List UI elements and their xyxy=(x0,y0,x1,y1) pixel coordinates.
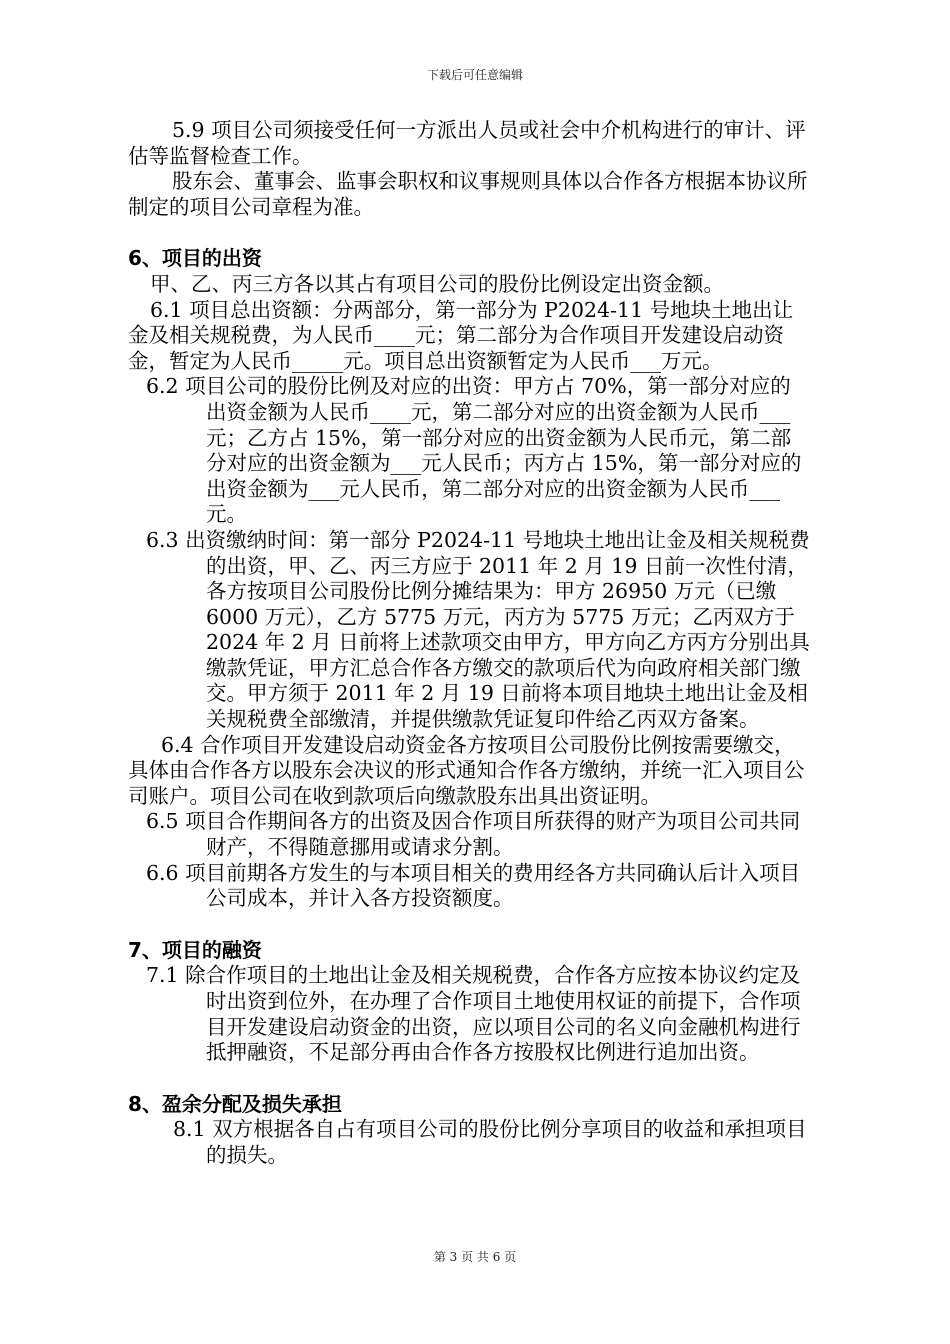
paragraph-6-6: 6.6 项目前期各方发生的与本项目相关的费用经各方共同确认后计入项目公司成本，并计入各方投资额度。 xyxy=(146,860,801,911)
paragraph-6-5: 6.5 项目合作期间各方的出资及因合作项目所获得的财产为项目公司共同财产，不得随意挪用或请求分割。 xyxy=(146,809,801,860)
paragraph-7-1: 7.1 除合作项目的土地出让金及相关规税费，合作各方应按本协议约定及时出资到位外，在办理了合作项目土地使用权证的前提下，合作项目开发建设启动资金的出资，应以项目公司的名义向金融机构进行抵押融资，不足部分再由合作各方按股权比例进行追加出资。 xyxy=(146,963,801,1065)
paragraph-6-1: 6.1 项目总出资额：分两部分，第一部分为 P2024-11 号地块土地出让金及相关规税费，为人民币____元；第二部分为合作项目开发建设启动资金，暂定为人民币_____元。项目总出资额暂定为人民币___万元。 xyxy=(128,297,794,373)
paragraph-6-3: 6.3 出资缴纳时间：第一部分 P2024-11 号地块土地出让金及相关规税费的出资，甲、乙、丙三方应于 2011 年 2 月 19 日前一次性付清，各方按项目公司股份比例分摊结果为：甲方 26950 万元（已缴 6000 万元），乙方 5775 万元，丙方为 5775 万元；乙丙双方于 2024 年 2 月 日前将上述款项交由甲方，甲方向乙方丙方分别出具缴款凭证，甲方汇总合作各方缴交的款项后代为向政府相关部门缴交。甲方须于 2011 年 2 月 19 日前将本项目地块土地出让金及相关规税费全部缴清，并提供缴款凭证复印件给乙丙双方备案。 xyxy=(146,527,810,732)
paragraph-governance-rules: 股东会、董事会、监事会职权和议事规则具体以合作各方根据本协议所制定的项目公司章程为准。 xyxy=(128,169,808,219)
section-heading-8: 8、盈余分配及损失承担 xyxy=(128,1091,342,1116)
paragraph-6-4: 6.4 合作项目开发建设启动资金各方按项目公司股份比例按需要缴交，具体由合作各方以股东会决议的形式通知合作各方缴纳，并统一汇入项目公司账户。项目公司在收到款项后向缴款股东出具出资证明。 xyxy=(128,732,805,808)
section-heading-6: 6、项目的出资 xyxy=(128,246,262,271)
page-footer: 第 3 页 共 6 页 xyxy=(433,1250,517,1264)
paragraph-6-intro: 甲、乙、丙三方各以其占有项目公司的股份比例设定出资金额。 xyxy=(150,271,724,296)
paragraph-6-2: 6.2 项目公司的股份比例及对应的出资：甲方占 70%，第一部分对应的出资金额为人民币____元，第二部分对应的出资金额为人民币___元；乙方占 15%，第一部分对应的出资金额为人民币元，第二部分对应的出资金额为___元人民币；丙方占 15%，第一部分对应的出资金额为___元人民币，第二部分对应的出资金额为人民币___元。 xyxy=(146,374,802,527)
paragraph-5-9: 5.9 项目公司须接受任何一方派出人员或社会中介机构进行的审计、评估等监督检查工作。 xyxy=(128,118,806,168)
page-header: 下载后可任意编辑 xyxy=(426,68,523,82)
paragraph-8-1: 8.1 双方根据各自占有项目公司的股份比例分享项目的收益和承担项目的损失。 xyxy=(173,1117,807,1167)
section-heading-7: 7、项目的融资 xyxy=(128,937,262,962)
document-body xyxy=(128,118,810,1169)
